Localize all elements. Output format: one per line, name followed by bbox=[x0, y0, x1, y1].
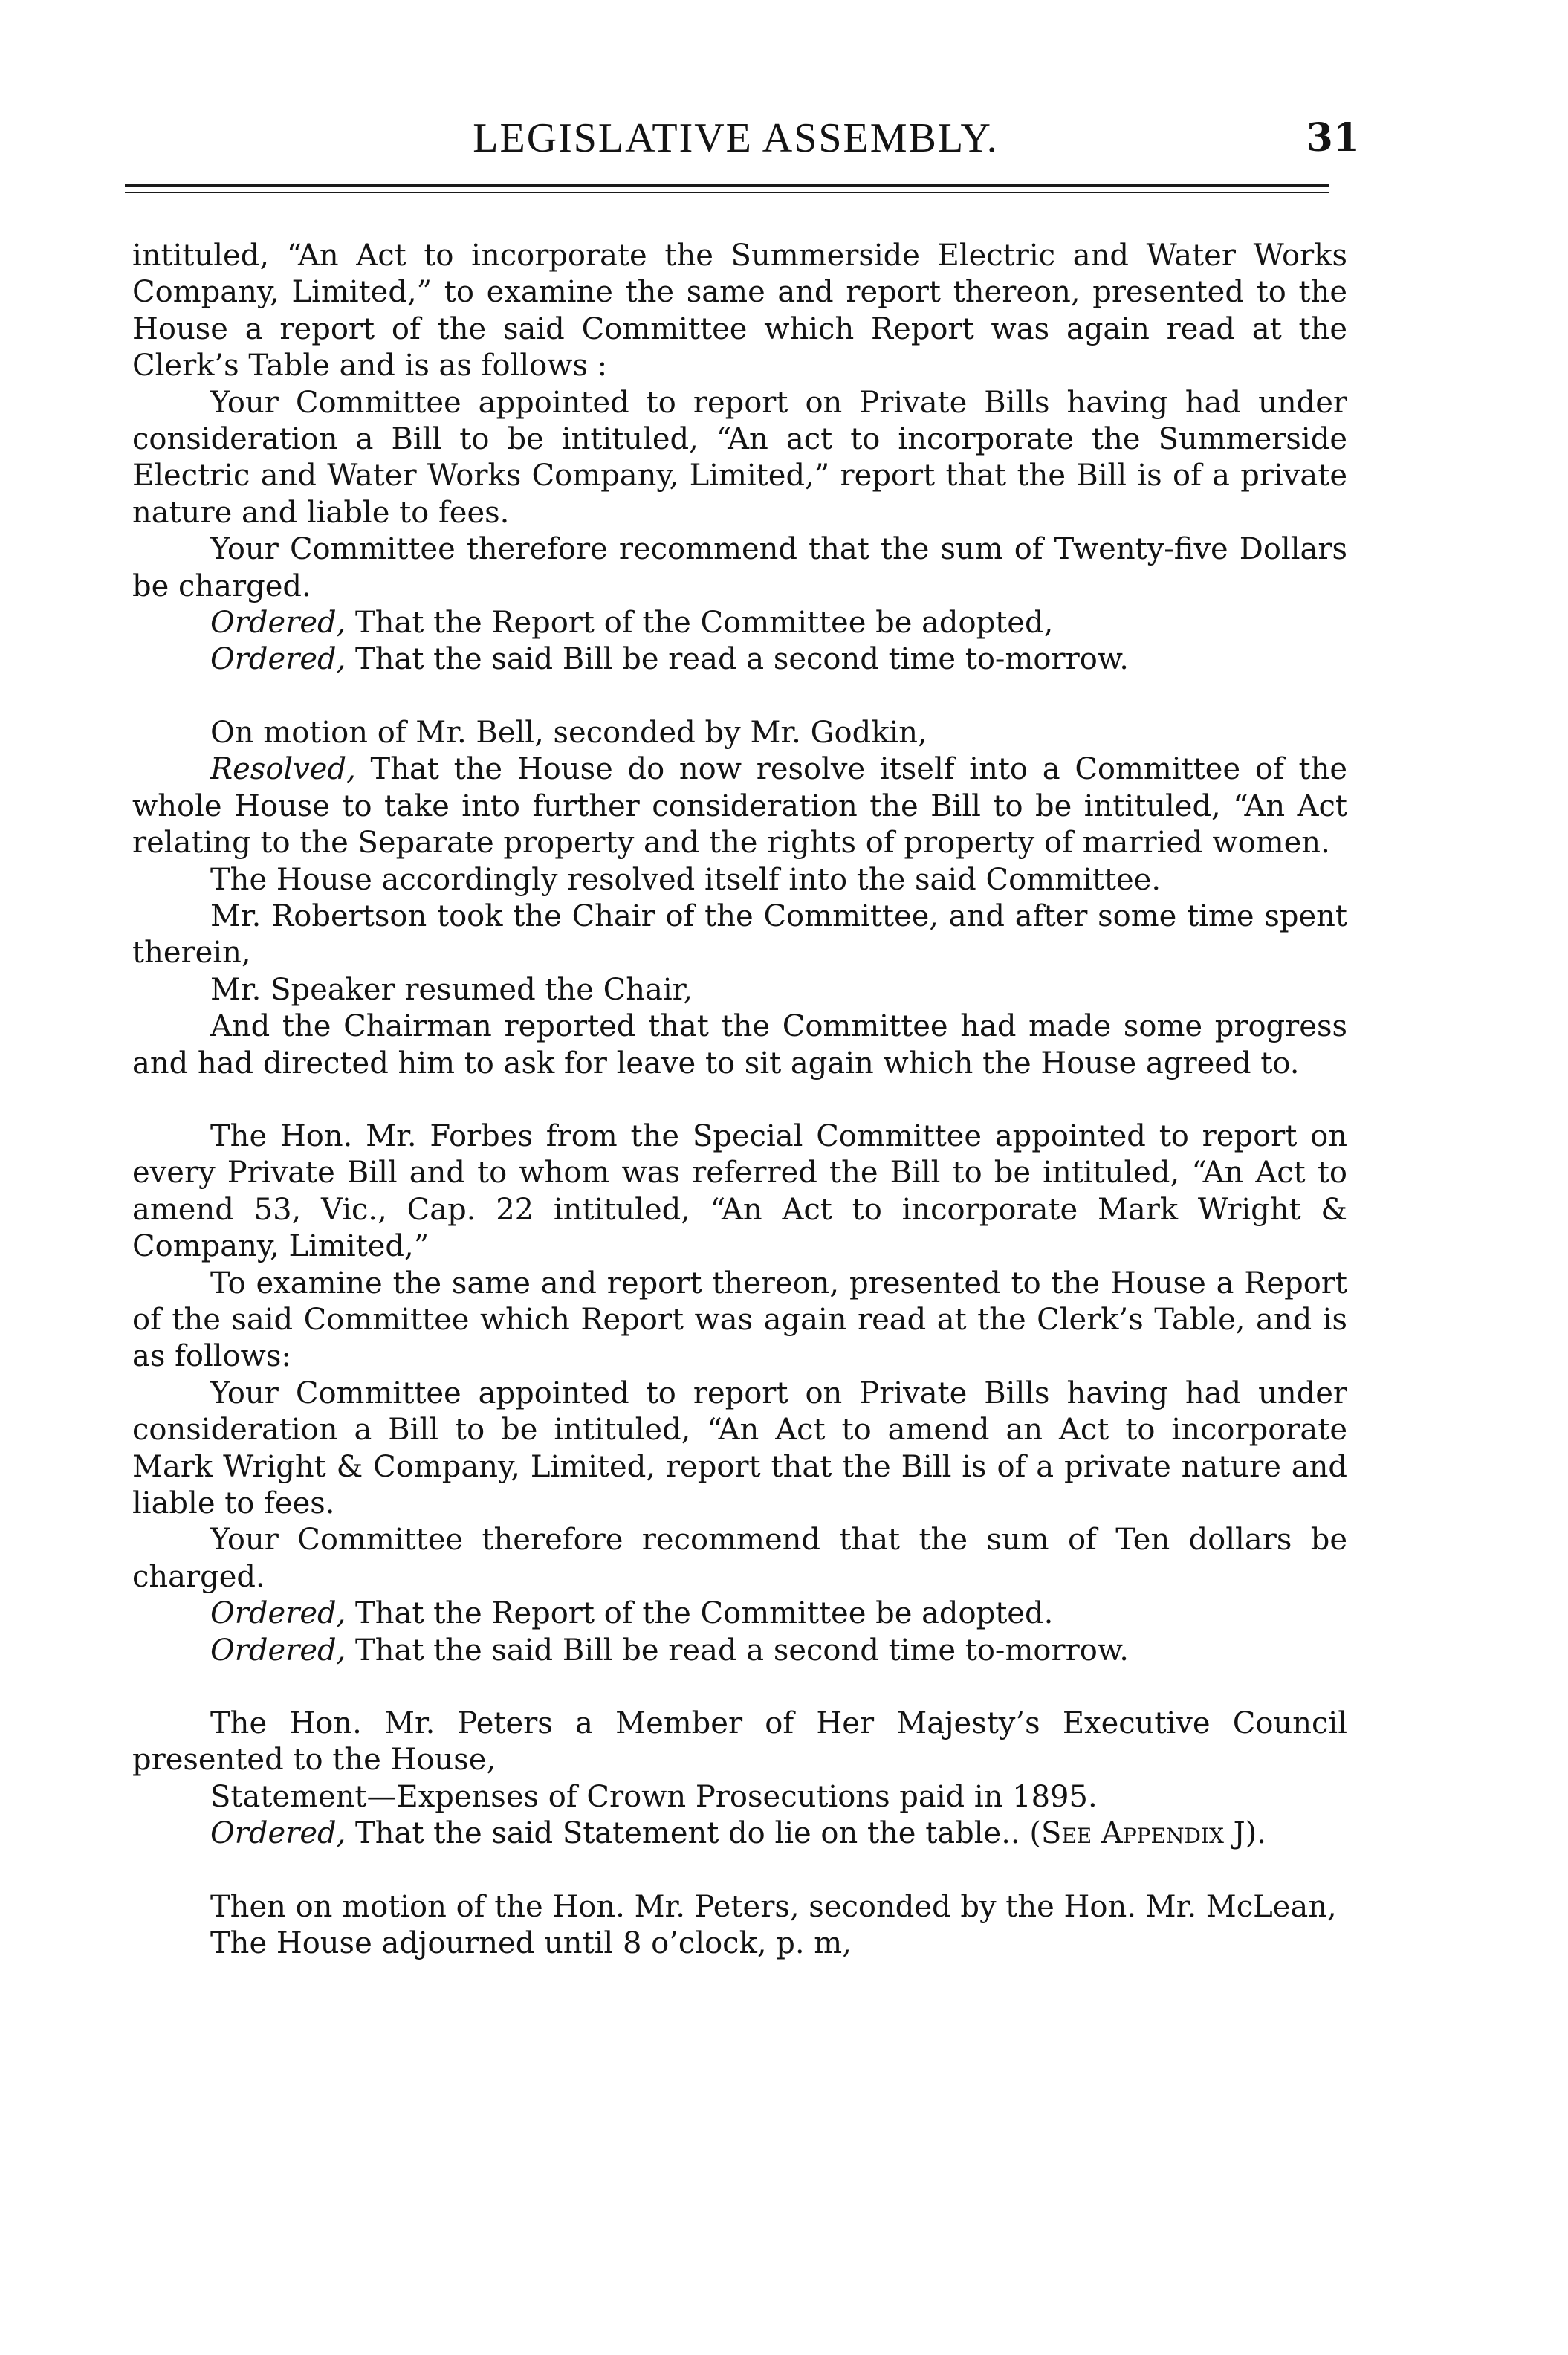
order-paragraph bbox=[132, 605, 1347, 641]
appendix-reference: See Appendix bbox=[1040, 1816, 1224, 1851]
order-label: Ordered, bbox=[210, 1596, 346, 1631]
order-paragraph bbox=[132, 1815, 1347, 1852]
order-label: Ordered, bbox=[210, 1816, 346, 1851]
paragraph: Your Committee therefore recommend that the sum of Ten dollars be charged. bbox=[132, 1523, 1347, 1594]
paragraph: And the Chairman reported that the Committee had made some progress and had directed him to ask for leave to sit again which the House agreed to. bbox=[132, 1009, 1347, 1081]
paragraph: Your Committee appointed to report on Private Bills having had under consideration a Bill to be intituled, “An Act to amend an Act to incorporate Mark Wright & Company, Limited, report that the Bill is of a private nature and liable to fees. bbox=[132, 1376, 1347, 1520]
paragraph: Mr. Robertson took the Chair of the Committee, and after some time spent therein, bbox=[132, 898, 1347, 971]
header-rule-thin bbox=[125, 192, 1329, 193]
order-label: Ordered, bbox=[210, 1633, 346, 1668]
order-text-end: J). bbox=[1223, 1816, 1266, 1851]
order-label: Ordered, bbox=[210, 642, 346, 677]
order-text: That the Report of the Committee be adopted, bbox=[346, 606, 1054, 641]
paragraph: Your Committee appointed to report on Private Bills having had under consideration a Bill to be intituled, “An act to incorporate the Summerside Electric and Water Works Company, Limited,” report that the Bill is of a private nature and liable to fees. bbox=[132, 385, 1347, 530]
body-text bbox=[132, 238, 1347, 1962]
paragraph: On motion of Mr. Bell, seconded by Mr. Godkin, bbox=[210, 715, 927, 750]
order-text: That the Report of the Committee be adopted. bbox=[346, 1596, 1054, 1631]
paragraph: The Hon. Mr. Forbes from the Special Committee appointed to report on every Private Bill and to whom was referred the Bill to be intituled, “An Act to amend 53, Vic., Cap. 22 intituled, “An Act to incorporate Mark Wright & Company, Limited,” bbox=[132, 1118, 1347, 1264]
order-paragraph bbox=[132, 641, 1347, 678]
paragraph: Then on motion of the Hon. Mr. Peters, seconded by the Hon. Mr. McLean, bbox=[210, 1889, 1337, 1924]
paragraph: Mr. Speaker resumed the Chair, bbox=[210, 972, 693, 1007]
paragraph: Statement—Expenses of Crown Prosecutions paid in 1895. bbox=[210, 1779, 1098, 1814]
resolution-paragraph bbox=[132, 751, 1347, 861]
order-paragraph bbox=[132, 1633, 1347, 1669]
paragraph: The House accordingly resolved itself into the said Committee. bbox=[210, 862, 1162, 897]
order-paragraph bbox=[132, 1596, 1347, 1632]
order-text: That the said Bill be read a second time to-morrow. bbox=[346, 1633, 1129, 1668]
paragraph: The Hon. Mr. Peters a Member of Her Majesty’s Executive Council presented to the House, bbox=[132, 1706, 1347, 1778]
order-label: Ordered, bbox=[210, 606, 346, 641]
paragraph: The House adjourned until 8 o’clock, p. m, bbox=[210, 1926, 852, 1961]
resolved-label: Resolved, bbox=[210, 752, 356, 787]
running-title: LEGISLATIVE ASSEMBLY. bbox=[473, 115, 999, 161]
order-text: That the said Statement do lie on the table.. ( bbox=[346, 1816, 1041, 1851]
resolution-text: That the House do now resolve itself into a Committee of the whole House to take into further consideration the Bill to be intituled, “An Act relating to the Separate property and the rights of property of married women. bbox=[132, 752, 1347, 861]
paragraph: intituled, “An Act to incorporate the Summerside Electric and Water Works Company, Limited,” to examine the same and report thereon, presented to the House a report of the said Committee which Report was again read at the Clerk’s Table and is as follows : bbox=[132, 239, 1347, 383]
running-head bbox=[134, 111, 1360, 171]
paragraph: To examine the same and report thereon, presented to the House a Report of the said Committee which Report was again read at the Clerk’s Table, and is as follows: bbox=[132, 1266, 1347, 1374]
page-number: 31 bbox=[1306, 115, 1360, 161]
header-rule-thick bbox=[125, 184, 1329, 187]
paragraph: Your Committee therefore recommend that the sum of Twenty-five Dollars be charged. bbox=[132, 532, 1347, 603]
order-text: That the said Bill be read a second time to-morrow. bbox=[346, 642, 1129, 677]
